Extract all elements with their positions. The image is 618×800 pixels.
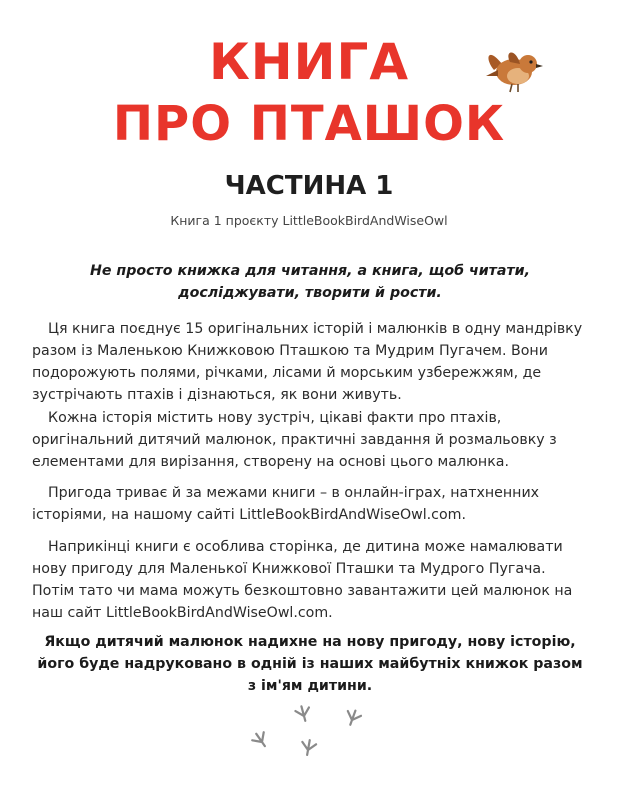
paragraph-2: Кожна історія містить нову зустріч, цікаві факти про птахів, оригінальний дитячий малюнок, практичні завдання й розмальовку з елементами для вирізання, створену на основі цього малюнка.: [32, 410, 557, 470]
paragraph-4: Наприкінці книги є особлива сторінка, де дитина може намалювати нову пригоду для Маленької Книжкової Пташки та Мудрого Пугача. Потім тато чи мама можуть безкоштовно завантажити цей малюнок на наш сайт LittleBookBirdAndWiseOwl.com.: [32, 539, 573, 621]
part-subtitle: ЧАСТИНА 1: [224, 171, 394, 201]
closing-statement: Якщо дитячий малюнок надихне на нову пригоду, нову історію, його буде надруковано в одній із наших майбутніх книжок разом з ім'ям дитини.: [37, 634, 583, 694]
paragraph-1: Ця книга поєднує 15 оригінальних історій і малюнків в одну мандрівку разом із Маленькою Книжковою Пташкою та Мудрим Пугачем. Вони подорожують полями, річками, лісами й морським узбережжям, де зустрічають птахів і дізнаються, як вони живуть.: [32, 321, 583, 403]
book-title-line-1: КНИГА: [208, 33, 410, 91]
paragraph-3: Пригода триває й за межами книги – в онлайн-іграх, натхненних історіями, на нашому сайті LittleBookBirdAndWiseOwl.com.: [32, 485, 540, 523]
project-note: Книга 1 проєкту LittleBookBirdAndWiseOwl: [170, 213, 448, 228]
book-title-line-2: ПРО ПТАШОК: [112, 96, 506, 152]
bird-footprints-icon: [240, 700, 380, 770]
intro-tagline: Не просто книжка для читання, а книга, щоб читати, досліджувати, творити й рости.: [89, 263, 531, 301]
bird-illustration: [480, 40, 544, 96]
